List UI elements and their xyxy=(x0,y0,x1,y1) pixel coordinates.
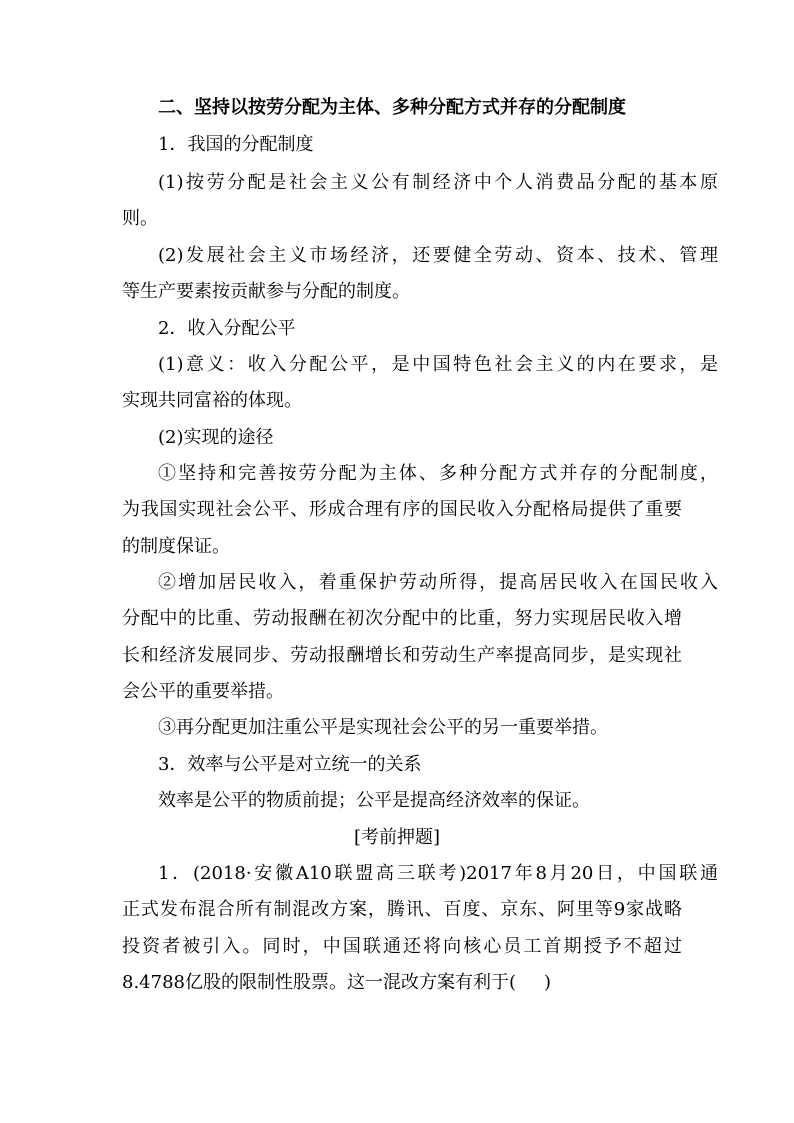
item2-meaning-line1: (1)意义：收入分配公平，是中国特色社会主义的内在要求，是 xyxy=(158,354,718,375)
section-heading: 二、坚持以按劳分配为主体、多种分配方式并存的分配制度 xyxy=(158,97,626,118)
item1-paragraph2-line1: (2)发展社会主义市场经济，还要健全劳动、资本、技术、管理 xyxy=(158,245,718,266)
item2-path1-line2: 为我国实现社会公平、形成合理有序的国民收入分配格局提供了重要 xyxy=(122,499,682,520)
exam-heading: [考前押题] xyxy=(353,827,441,848)
item1-paragraph2-line2: 等生产要素按贡献参与分配的制度。 xyxy=(122,281,410,302)
question1-closing-paren: ) xyxy=(544,972,552,993)
item1-title: 1．我国的分配制度 xyxy=(158,134,314,155)
item2-path2-line4: 会公平的重要举措。 xyxy=(122,681,284,702)
item2-path1-line3: 的制度保证。 xyxy=(122,536,230,557)
item2-path2-line2: 分配中的比重、劳动报酬在初次分配中的比重，努力实现居民收入增 xyxy=(122,608,682,629)
item2-path3: ③再分配更加注重公平是实现社会公平的另一重要举措。 xyxy=(158,717,608,738)
question1-line1: 1．(2018·安徽A10联盟高三联考)2017年8月20日，中国联通 xyxy=(158,863,718,884)
item2-path-title: (2)实现的途径 xyxy=(158,427,274,448)
item1-paragraph1-line2: 则。 xyxy=(122,208,158,229)
item2-title: 2．收入分配公平 xyxy=(158,318,296,339)
item2-meaning-line2: 实现共同富裕的体现。 xyxy=(122,390,302,411)
item3-body: 效率是公平的物质前提；公平是提高经济效率的保证。 xyxy=(158,790,590,811)
question1-line4-text: 8.4788亿股的限制性股票。这一混改方案有利于( xyxy=(122,972,517,993)
question1-line4 xyxy=(122,971,682,995)
item3-title: 3．效率与公平是对立统一的关系 xyxy=(158,754,422,775)
item1-paragraph1-line1: (1)按劳分配是社会主义公有制经济中个人消费品分配的基本原 xyxy=(158,172,718,193)
question1-line3: 投资者被引入。同时，中国联通还将向核心员工首期授予不超过 xyxy=(122,936,682,957)
item2-path1-line1: ①坚持和完善按劳分配为主体、多种分配方式并存的分配制度， xyxy=(158,463,718,484)
question1-line2: 正式发布混合所有制混改方案，腾讯、百度、京东、阿里等9家战略 xyxy=(122,899,682,920)
item2-path2-line1: ②增加居民收入，着重保护劳动所得，提高居民收入在国民收入 xyxy=(158,572,718,593)
item2-path2-line3: 长和经济发展同步、劳动报酬增长和劳动生产率提高同步，是实现社 xyxy=(122,645,682,666)
